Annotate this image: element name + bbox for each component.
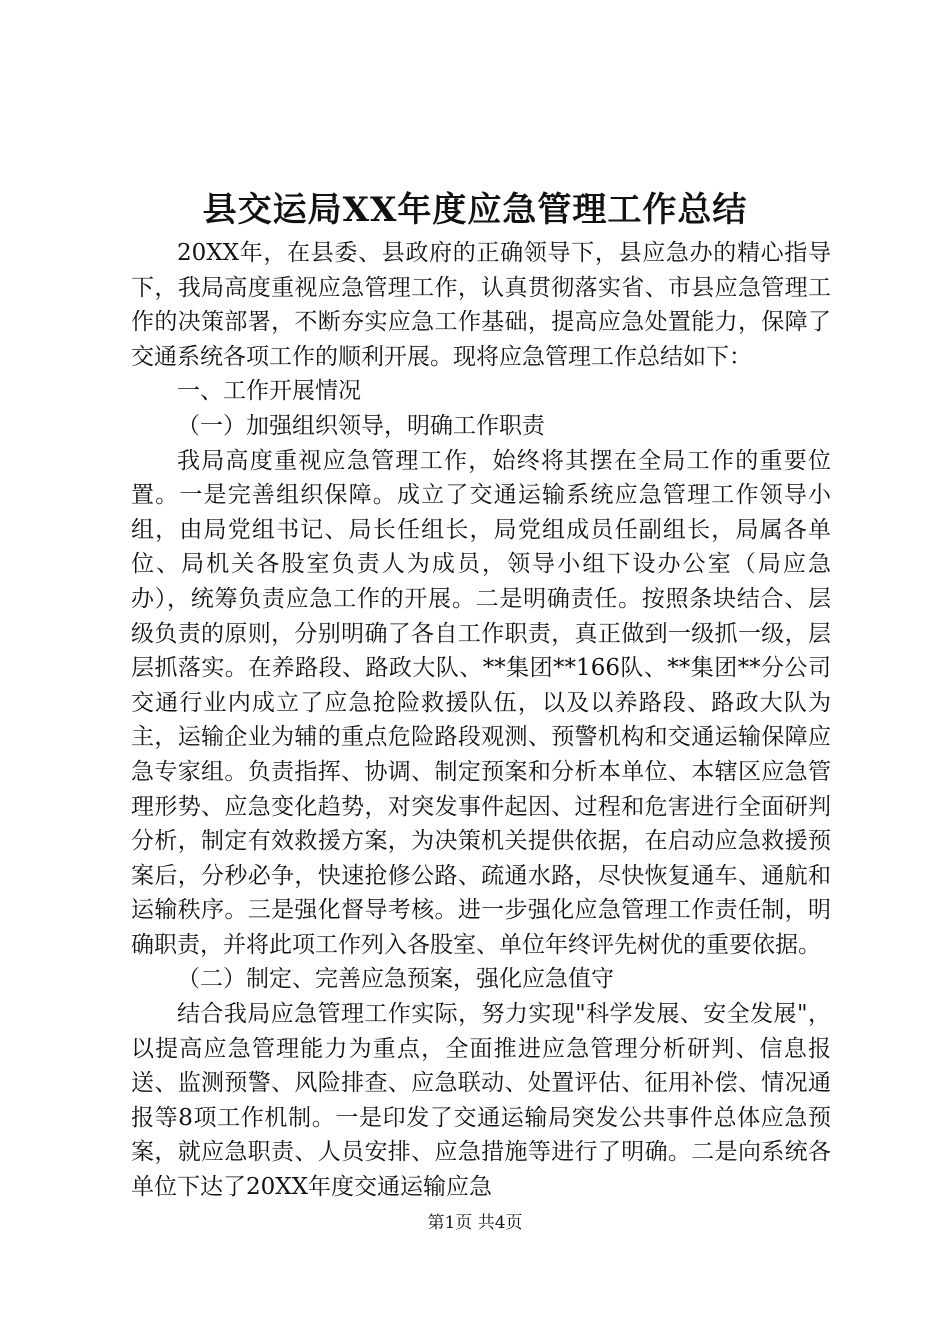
section-heading: 一、工作开展情况 [177, 378, 361, 405]
body-paragraph: 结合我局应急管理工作实际，努力实现"科学发展、安全发展"，以提高应急管理能力为重点，全面推进应急管理分析研判、信息报送、监测预警、风险排查、应急联动、处置评估、征用补偿、情况通报等8项工作机制。一是印发了交通运输局突发公共事件总体应急预案，就应急职责、人员安排、应急措施等进行了明确。二是向系统各单位下达了20XX年度交通运输应急 [131, 1001, 831, 1201]
document-title: 县交运局XX年度应急管理工作总结 [202, 190, 748, 230]
intro-paragraph: 20XX年，在县委、县政府的正确领导下，县应急办的精心指导下，我局高度重视应急管理工作，认真贯彻落实省、市县应急管理工作的决策部署，不断夯实应急工作基础，提高应急处置能力，保障了交通系统各项工作的顺利开展。现将应急管理工作总结如下： [131, 240, 831, 370]
page-number-footer: 第1页 共4页 [427, 1213, 523, 1233]
subsection-heading: （一）加强组织领导，明确工作职责 [177, 412, 545, 439]
document-body [131, 236, 831, 1205]
body-paragraph: 我局高度重视应急管理工作，始终将其摆在全局工作的重要位置。一是完善组织保障。成立了交通运输系统应急管理工作领导小组，由局党组书记、局长任组长，局党组成员任副组长，局属各单位、局机关各股室负责人为成员，领导小组下设办公室（局应急办），统筹负责应急工作的开展。二是明确责任。按照条块结合、层级负责的原则，分别明确了各自工作职责，真正做到一级抓一级，层层抓落实。在养路段、路政大队、**集团**166队、**集团**分公司交通行业内成立了应急抢险救援队伍，以及以养路段、路政大队为主，运输企业为辅的重点危险路段观测、预警机构和交通运输保障应急专家组。负责指挥、协调、制定预案和分析本单位、本辖区应急管理形势、应急变化趋势，对突发事件起因、过程和危害进行全面研判分析，制定有效救援方案，为决策机关提供依据，在启动应急救援预案后，分秒必争，快速抢修公路、疏通水路，尽快恢复通车、通航和运输秩序。三是强化督导考核。进一步强化应急管理工作责任制，明确职责，并将此项工作列入各股室、单位年终评先树优的重要依据。 [131, 447, 831, 958]
subsection-heading: （二）制定、完善应急预案，强化应急值守 [177, 966, 614, 993]
